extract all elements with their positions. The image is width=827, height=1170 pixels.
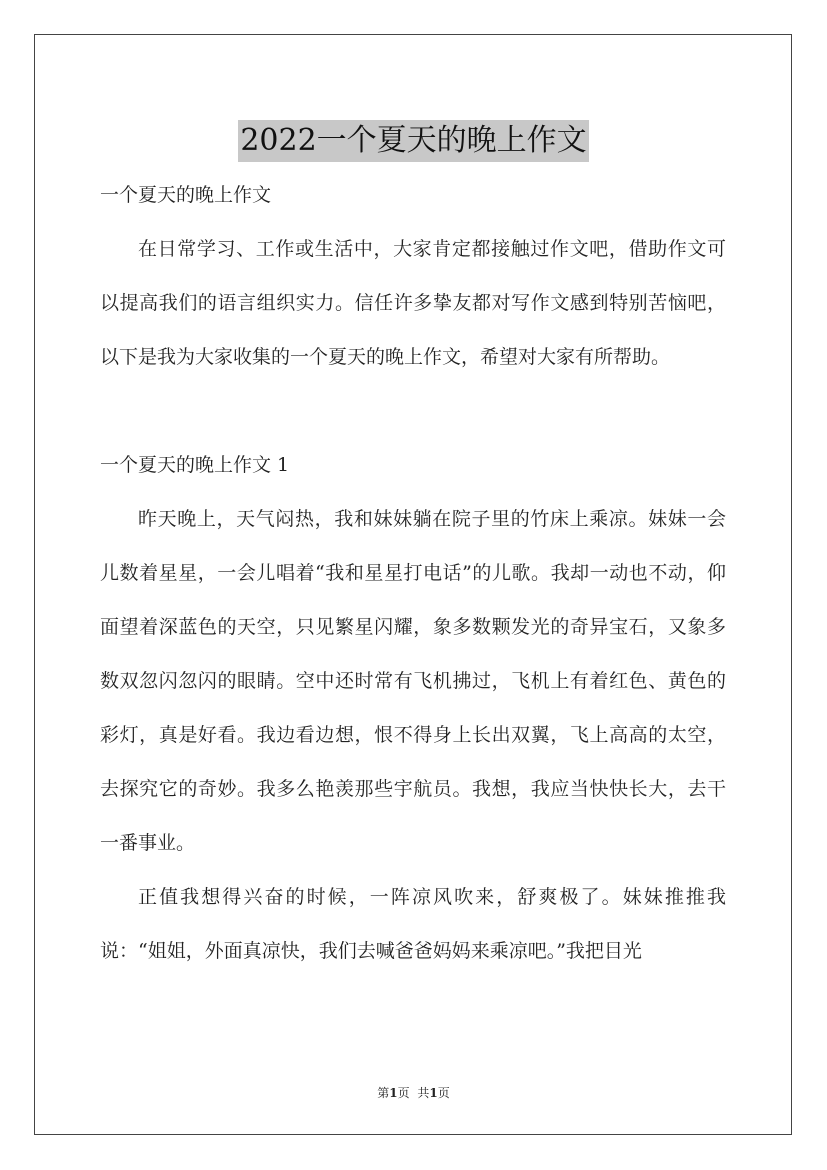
footer-total-prefix: 共 bbox=[417, 1086, 430, 1100]
intro-heading: 一个夏天的晚上作文 bbox=[100, 184, 272, 206]
footer-page-number: 1 bbox=[389, 1086, 398, 1100]
document-title: 2022一个夏天的晚上作文 bbox=[238, 120, 588, 162]
footer-page-prefix: 第 bbox=[377, 1086, 390, 1100]
spacer bbox=[100, 384, 726, 438]
section-heading: 一个夏天的晚上作文 1 bbox=[100, 454, 290, 476]
intro-paragraph: 在日常学习、工作或生活中，大家肯定都接触过作文吧，借助作文可以提高我们的语言组织实力。信任许多挚友都对写作文感到特别苦恼吧，以下是我为大家收集的一个夏天的晚上作文，希望对大家有所帮助。 bbox=[100, 238, 726, 368]
section-paragraph-2: 正值我想得兴奋的时候，一阵凉风吹来，舒爽极了。妹妹推推我说：“姐姐，外面真凉快，我们去喊爸爸妈妈来乘凉吧。”我把目光 bbox=[100, 886, 726, 962]
footer-page-suffix: 页 bbox=[397, 1086, 410, 1100]
document-body bbox=[100, 168, 726, 978]
page-footer bbox=[0, 1084, 827, 1101]
section-paragraph-1: 昨天晚上，天气闷热，我和妹妹躺在院子里的竹床上乘凉。妹妹一会儿数着星星，一会儿唱着“我和星星打电话”的儿歌。我却一动也不动，仰面望着深蓝色的天空，只见繁星闪耀，象多数颗发光的奇异宝石，又象多数双忽闪忽闪的眼睛。空中还时常有飞机拂过，飞机上有着红色、黄色的彩灯，真是好看。我边看边想，恨不得身上长出双翼，飞上高高的太空，去探究它的奇妙。我多么艳羡那些宇航员。我想，我应当快快长大，去干一番事业。 bbox=[100, 508, 726, 854]
footer-total-suffix: 页 bbox=[437, 1086, 450, 1100]
footer-total-number: 1 bbox=[429, 1086, 438, 1100]
